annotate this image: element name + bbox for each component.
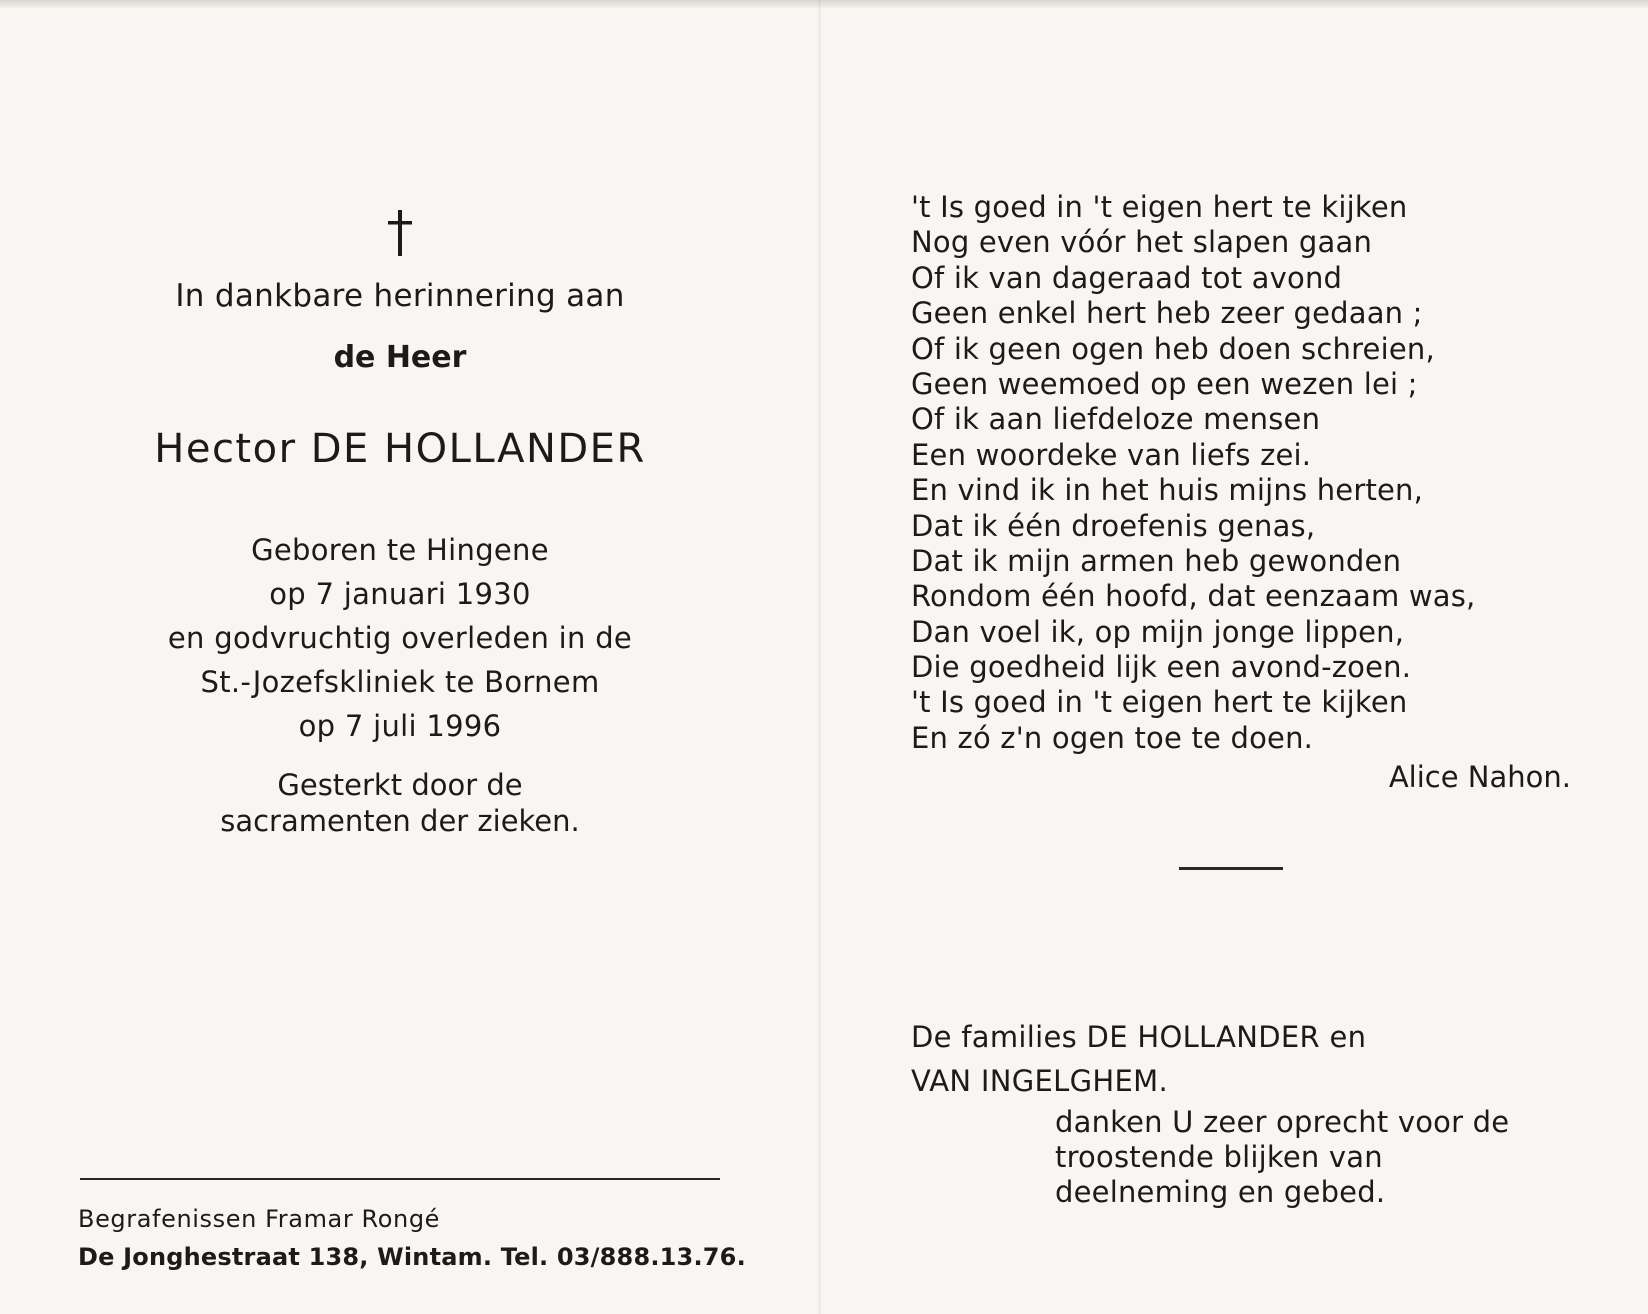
poem-line: Nog even vóór het slapen gaan — [911, 225, 1373, 260]
poem-line: Dan voel ik, op mijn jonge lippen, — [911, 614, 1405, 649]
right-panel — [821, 0, 1648, 1314]
families — [911, 1015, 1366, 1103]
intro-text: In dankbare herinnering aan — [175, 278, 625, 314]
death-date: op 7 juli 1996 — [298, 709, 502, 743]
sacraments-line: Gesterkt door de — [277, 768, 523, 802]
poem-line: Die goedheid lijk een avond-zoen. — [911, 650, 1412, 685]
sacraments-line: sacramenten der zieken. — [220, 804, 580, 838]
undertaker-name: Begrafenissen Framar Rongé — [78, 1205, 441, 1233]
families-line: De families DE HOLLANDER en — [911, 1020, 1367, 1054]
poem-line: En vind ik in het huis mijns herten, — [911, 473, 1424, 508]
thanks-line: troostende blijken van — [1055, 1140, 1383, 1174]
thanks-line: deelneming en gebed. — [1055, 1175, 1386, 1209]
poem-line: Rondom één hoofd, dat eenzaam was, — [911, 579, 1476, 614]
sacraments-text — [80, 767, 720, 839]
death-line: en godvruchtig overleden in de — [167, 621, 633, 655]
poem-line: Of ik van dageraad tot avond — [911, 260, 1343, 295]
poem-line: Dat ik één droefenis genas, — [911, 508, 1316, 543]
undertaker-info — [78, 1200, 746, 1276]
poem-line: Of ik aan liefdeloze mensen — [911, 402, 1321, 437]
poem-line: 't Is goed in 't eigen hert te kijken — [911, 685, 1408, 720]
poem-line: Dat ik mijn armen heb gewonden — [911, 543, 1402, 578]
divider — [80, 1178, 720, 1180]
poem-author: Alice Nahon. — [1388, 760, 1571, 794]
thanks-text — [1055, 1105, 1509, 1210]
poem-line: Geen weemoed op een wezen lei ; — [911, 366, 1418, 401]
birth-date: op 7 januari 1930 — [269, 577, 531, 611]
deceased-name: Hector DE HOLLANDER — [154, 426, 646, 472]
death-place: St.-Jozefskliniek te Bornem — [200, 665, 600, 699]
families-line: VAN INGELGHEM. — [911, 1064, 1168, 1098]
cross-icon — [382, 208, 418, 258]
thanks-line: danken U zeer oprecht voor de — [1055, 1105, 1510, 1139]
undertaker-address: De Jonghestraat 138, Wintam. Tel. 03/888.13.76. — [78, 1243, 746, 1271]
poem-line: En zó z'n ogen toe te doen. — [911, 720, 1314, 755]
life-details — [80, 528, 720, 748]
divider — [1179, 867, 1283, 870]
left-panel — [0, 0, 818, 1314]
poem-line: 't Is goed in 't eigen hert te kijken — [911, 190, 1408, 224]
poem — [911, 190, 1475, 756]
honorific: de Heer — [333, 340, 467, 375]
birth-place: Geboren te Hingene — [251, 533, 549, 567]
poem-line: Een woordeke van liefs zei. — [911, 437, 1312, 472]
poem-line: Geen enkel hert heb zeer gedaan ; — [911, 296, 1423, 331]
poem-line: Of ik geen ogen heb doen schreien, — [911, 331, 1435, 366]
